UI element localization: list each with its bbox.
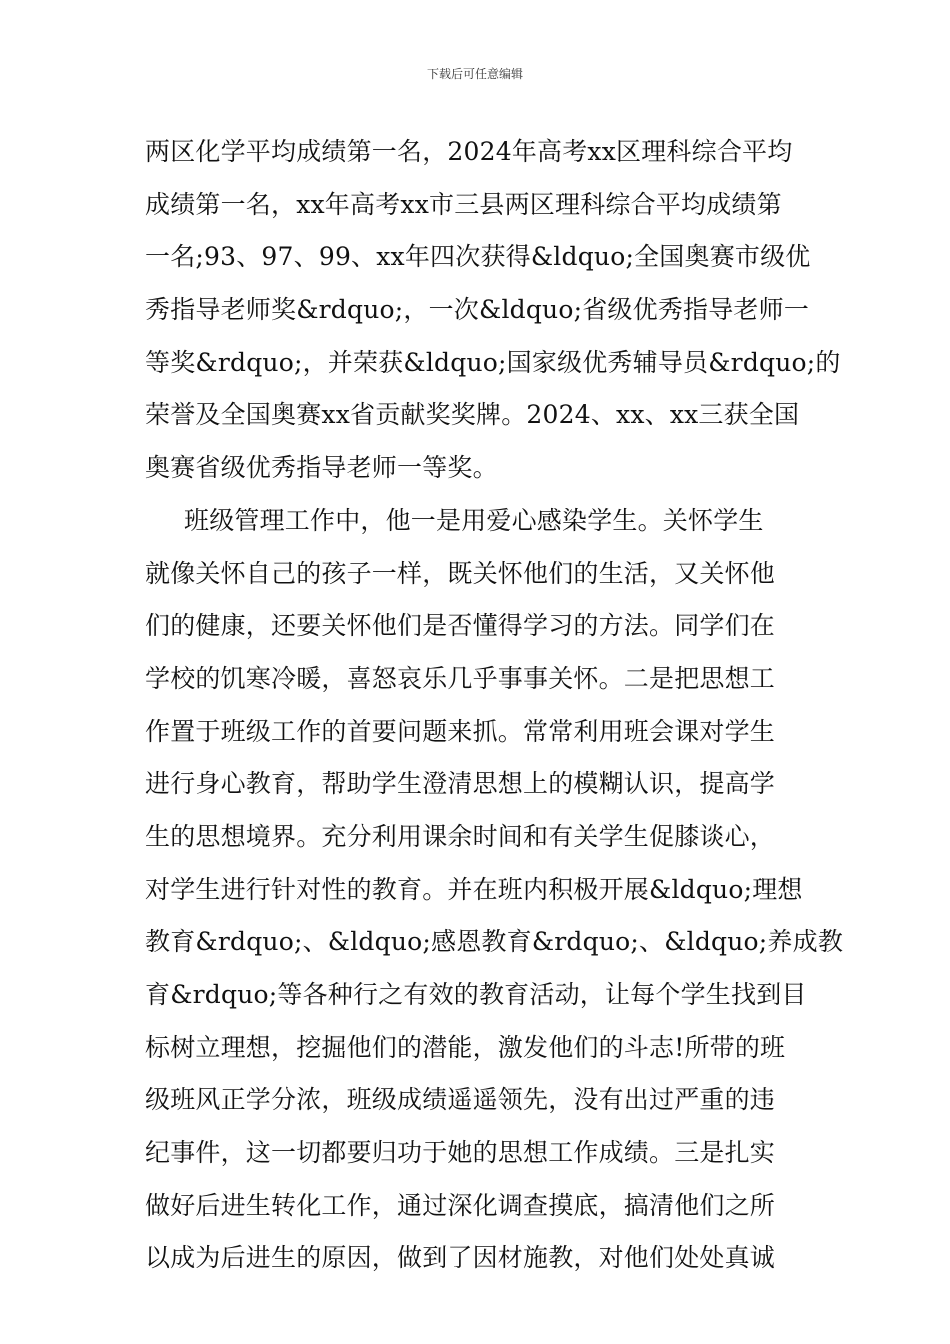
- text-line: 纪事件，这一切都要归功于她的思想工作成绩。三是扎实: [145, 1138, 776, 1168]
- text-line: 级班风正学分浓，班级成绩遥遥领先，没有出过严重的违: [145, 1085, 776, 1115]
- text-line: 育&rdquo;等各种行之有效的教育活动，让每个学生找到目: [145, 980, 807, 1009]
- text-line: 奥赛省级优秀指导老师一等奖。: [145, 453, 498, 483]
- text-line: 学校的饥寒冷暖，喜怒哀乐几乎事事关怀。二是把思想工: [145, 663, 776, 693]
- paragraph-2: [145, 495, 844, 1285]
- document-body: [145, 126, 844, 1285]
- text-line: 班级管理工作中，他一是用爱心感染学生。关怀学生: [184, 505, 764, 535]
- text-line: 教育&rdquo;、&ldquo;感恩教育&rdquo;、&ldquo;养成教: [145, 927, 844, 957]
- text-line: 就像关怀自己的孩子一样，既关怀他们的生活，又关怀他: [145, 558, 776, 588]
- text-line: 生的思想境界。充分利用课余时间和有关学生促膝谈心，: [145, 821, 776, 851]
- text-line: 以成为后进生的原因，做到了因材施教，对他们处处真诚: [145, 1243, 776, 1273]
- text-line: 做好后进生转化工作，通过深化调查摸底，搞清他们之所: [145, 1190, 776, 1220]
- text-line: 两区化学平均成绩第一名，2024年高考xx区理科综合平均: [145, 137, 793, 166]
- text-line: 等奖&rdquo;，并荣获&ldquo;国家级优秀辅导员&rdquo;的: [145, 347, 841, 377]
- text-line: 标树立理想，挖掘他们的潜能，激发他们的斗志!所带的班: [145, 1032, 786, 1062]
- text-line: 成绩第一名，xx年高考xx市三县两区理科综合平均成绩第: [145, 189, 782, 219]
- text-line: 荣誉及全国奥赛xx省贡献奖奖牌。2024、xx、xx三获全国: [145, 400, 800, 430]
- text-line: 作置于班级工作的首要问题来抓。常常利用班会课对学生: [145, 716, 776, 746]
- page-header: 下载后可任意编辑: [426, 67, 523, 81]
- text-line: 对学生进行针对性的教育。并在班内积极开展&ldquo;理想: [145, 874, 803, 904]
- text-line: 一名;93、97、99、xx年四次获得&ldquo;全国奥赛市级优: [145, 242, 811, 272]
- text-line: 进行身心教育，帮助学生澄清思想上的模糊认识，提高学: [145, 769, 776, 799]
- text-line: 秀指导老师奖&rdquo;，一次&ldquo;省级优秀指导老师一: [145, 295, 810, 325]
- text-line: 们的健康，还要关怀他们是否懂得学习的方法。同学们在: [145, 611, 776, 641]
- paragraph-1: [145, 126, 841, 495]
